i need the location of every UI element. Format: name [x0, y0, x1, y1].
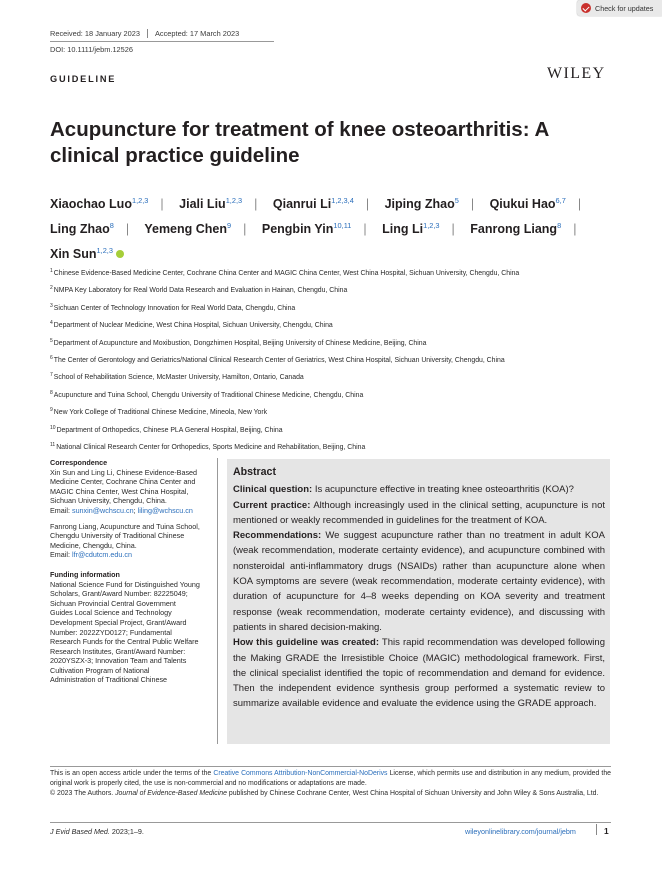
author[interactable]: Xin Sun$^{1,2,3}$	[50, 247, 124, 261]
sidebar-notes	[50, 458, 212, 685]
author-divider: |	[160, 197, 164, 211]
received-date: Received: 18 January 2023	[50, 29, 140, 38]
correspondence-email-line: Email: sunxin@wchscu.cn; liling@wchscu.cn	[50, 505, 193, 515]
doi[interactable]: DOI: 10.1111/jebm.12526	[50, 45, 133, 54]
affiliation: $^1$Chinese Evidence-Based Medicine Center, Cochrane China Center and MAGIC China Center, West China Hospital, Sichuan University, Chengdu, China	[50, 268, 520, 277]
correspondence-line: Xin Sun and Ling Li, Chinese Evidence-Based	[50, 467, 198, 477]
email-link[interactable]: sunxin@wchscu.cn	[71, 505, 134, 515]
affiliation: $^8$Acupuncture and Tuina School, Chengdu University of Traditional Chinese Medicine, Chengdu, China	[50, 389, 364, 399]
author[interactable]: Jiali Liu$^{1,2,3}$	[179, 196, 243, 211]
affiliations	[50, 264, 650, 455]
journal-citation: J Evid Based Med. 2023;1–9.	[50, 827, 144, 836]
accepted-date: Accepted: 17 March 2023	[154, 29, 240, 38]
page-number: 1	[604, 826, 609, 836]
page-divider	[596, 824, 597, 835]
author[interactable]: Jiping Zhao$^5$	[384, 196, 459, 211]
correspondence-email-line: Email: lfr@cdutcm.edu.cn	[50, 550, 132, 560]
author[interactable]: Qiukui Hao$^{6,7}$	[489, 196, 566, 211]
affiliation: $^4$Department of Nuclear Medicine, West China Hospital, Sichuan University, Chengdu, China	[50, 320, 333, 330]
license-rule	[50, 766, 611, 767]
funding-line: Guides Local Science and Technology	[50, 608, 172, 618]
funding-line: Research Institutes, Grant/Award Number:	[50, 646, 186, 656]
correspondence-line: Chengdu University of Traditional Chinese	[50, 531, 185, 541]
license-link[interactable]: Creative Commons Attribution-NonCommercial-NoDerivs	[213, 770, 388, 777]
author[interactable]: Qianrui Li$^{1,2,3,4}$	[272, 196, 354, 211]
funding-line: 2020YSZX-3; Innovation Team and Talents	[50, 656, 187, 666]
correspondence-line: Medicine Center, Cochrane China Center and	[50, 477, 196, 487]
date-divider	[147, 29, 148, 38]
author-divider: |	[254, 197, 258, 211]
author[interactable]: Pengbin Yin$^{10,11}$	[261, 221, 352, 236]
funding-line: Number: 2022ZYD0127; Fundamental	[50, 627, 172, 637]
author-divider: |	[363, 222, 367, 236]
funding-line: Administration of Traditional Chinese	[50, 675, 168, 685]
author[interactable]: Yemeng Chen$^9$	[144, 221, 232, 236]
journal-url-link[interactable]: wileyonlinelibrary.com/journal/jebm	[465, 827, 576, 836]
author[interactable]: Ling Li$^{1,2,3}$	[382, 221, 440, 236]
header-rule	[50, 41, 274, 42]
affiliation: $^6$The Center of Gerontology and Geriatrics/National Clinical Research Center of Geriatrics, West China Hospital, Sichuan University, Chengdu, China	[50, 355, 505, 365]
author-divider: |	[125, 222, 130, 236]
abstract-section: Clinical question: Is acupuncture effective in treating knee osteoarthritis (KOA)?	[233, 484, 574, 496]
author-divider: |	[470, 197, 475, 211]
orcid-icon[interactable]	[116, 250, 124, 258]
license-notice: This is an open access article under the terms of the Creative Commons Attribution-NonCommercial-NoDerivs License, which permits use and distribution in any medium, provided the original work is properly cited, the use is non-commercial and no modifications or adaptations are made. © 2023 The Authors. Journal of Evidence-Based Medicine published by Chinese Cochrane Center, West China Hospital of Sichuan University and John Wiley & Sons Australia, Ltd.	[50, 770, 611, 798]
author-divider: |	[243, 222, 247, 236]
abstract-title: Abstract	[233, 466, 276, 478]
author-list	[50, 190, 630, 265]
affiliation: $^3$Sichuan Center of Technology Innovation for Real World Data, Chengdu, China	[50, 302, 296, 312]
abstract-section: Current practice: Although increasingly used in the clinical setting, acupuncture is not mentioned or weakly recommended in guidelines for the treatment of KOA.	[233, 499, 605, 526]
correspondence-line: MAGIC China Center, West China Hospital,	[50, 486, 189, 496]
correspondence-heading: Correspondence	[50, 458, 108, 467]
author-divider: |	[365, 197, 370, 211]
funding-heading: Funding information	[50, 569, 120, 579]
affiliation: $^5$Department of Acupuncture and Moxibustion, Dongzhimen Hospital, Beijing University of Chinese Medicine, Beijing, China	[50, 337, 427, 347]
author-divider: |	[577, 197, 582, 211]
abstract-box	[227, 459, 610, 744]
affiliation: $^2$NMPA Key Laboratory for Real World Data Research and Evaluation in Hainan, Chengdu, China	[50, 285, 348, 295]
author-divider: |	[573, 222, 577, 236]
publisher-logo: WILEY	[547, 65, 606, 82]
funding-line: Scholars, Grant/Award Number: 82225049;	[50, 589, 188, 599]
section-label: GUIDELINE	[50, 74, 117, 84]
funding-line: Sichuan Provincial Central Government	[50, 598, 176, 608]
affiliation: $^{11}$National Clinical Research Center for Orthopedics, Sports Medicine and Rehabilitation, Beijing, China	[50, 442, 366, 452]
correspondence-line: Fanrong Liang, Acupuncture and Tuina School,	[50, 521, 200, 531]
affiliation: $^{10}$Department of Orthopedics, Chinese PLA General Hospital, Beijing, China	[50, 424, 283, 434]
author[interactable]: Ling Zhao$^8$	[50, 221, 114, 236]
funding-line: National Science Fund for Distinguished Young	[50, 579, 200, 589]
email-link[interactable]: lfr@cdutcm.edu.cn	[71, 550, 132, 560]
author-divider: |	[451, 222, 455, 236]
article-title: Acupuncture for treatment of knee osteoarthritis: A clinical practice guideline	[50, 118, 549, 167]
author[interactable]: Fanrong Liang$^8$	[470, 221, 562, 236]
check-for-updates-button[interactable]	[577, 0, 662, 16]
author[interactable]: Xiaochao Luo$^{1,2,3}$	[50, 196, 149, 211]
correspondence-line: Sichuan University, Chengdu, China.	[50, 496, 167, 506]
affiliation: $^7$School of Rehabilitation Science, McMaster University, Hamilton, Ontario, Canada	[50, 372, 304, 382]
check-updates-label: Check for updates	[595, 3, 654, 13]
funding-line: Research Funds for the Central Public Welfare	[50, 637, 199, 647]
funding-line: Development Special Project, Grant/Award	[50, 617, 187, 627]
abstract-section: Recommendations: We suggest acupuncture rather than no treatment in adult KOA (weak recommendation, moderate certainty evidence), and acupuncture combined with nonsteroidal anti-inflammatory drugs (NSAIDs) rather than acupuncture alone when KOA symptoms are severe (weak recommendation, moderate certainty evidence), with duration of acupuncture for 4–8 weeks depending on KOA severity and treatment response (weak recommendation, moderate certainty evidence), and discussing with patients in shared decision-making.	[233, 530, 605, 633]
check-updates-icon	[581, 3, 591, 13]
column-divider	[217, 458, 218, 744]
email-link[interactable]: liling@wchscu.cn	[137, 505, 193, 515]
article-dates	[50, 29, 239, 38]
correspondence-line: Medicine, Chengdu, China.	[50, 540, 137, 550]
funding-line: Cultivation Program of National	[50, 665, 150, 675]
affiliation: $^9$New York College of Traditional Chinese Medicine, Mineola, New York	[50, 407, 268, 417]
footer-rule	[50, 822, 611, 823]
abstract-section: How this guideline was created: This rapid recommendation was developed following the Making GRADE the Irresistible Choice (MAGIC) methodological framework. First, the clinical specialist identified the topic of recommendation and demand for evidence. Then the independent evidence synthesis group performed a systematic review to summarize available evidence and evaluate the evidence using the GRADE approach.	[233, 637, 605, 710]
